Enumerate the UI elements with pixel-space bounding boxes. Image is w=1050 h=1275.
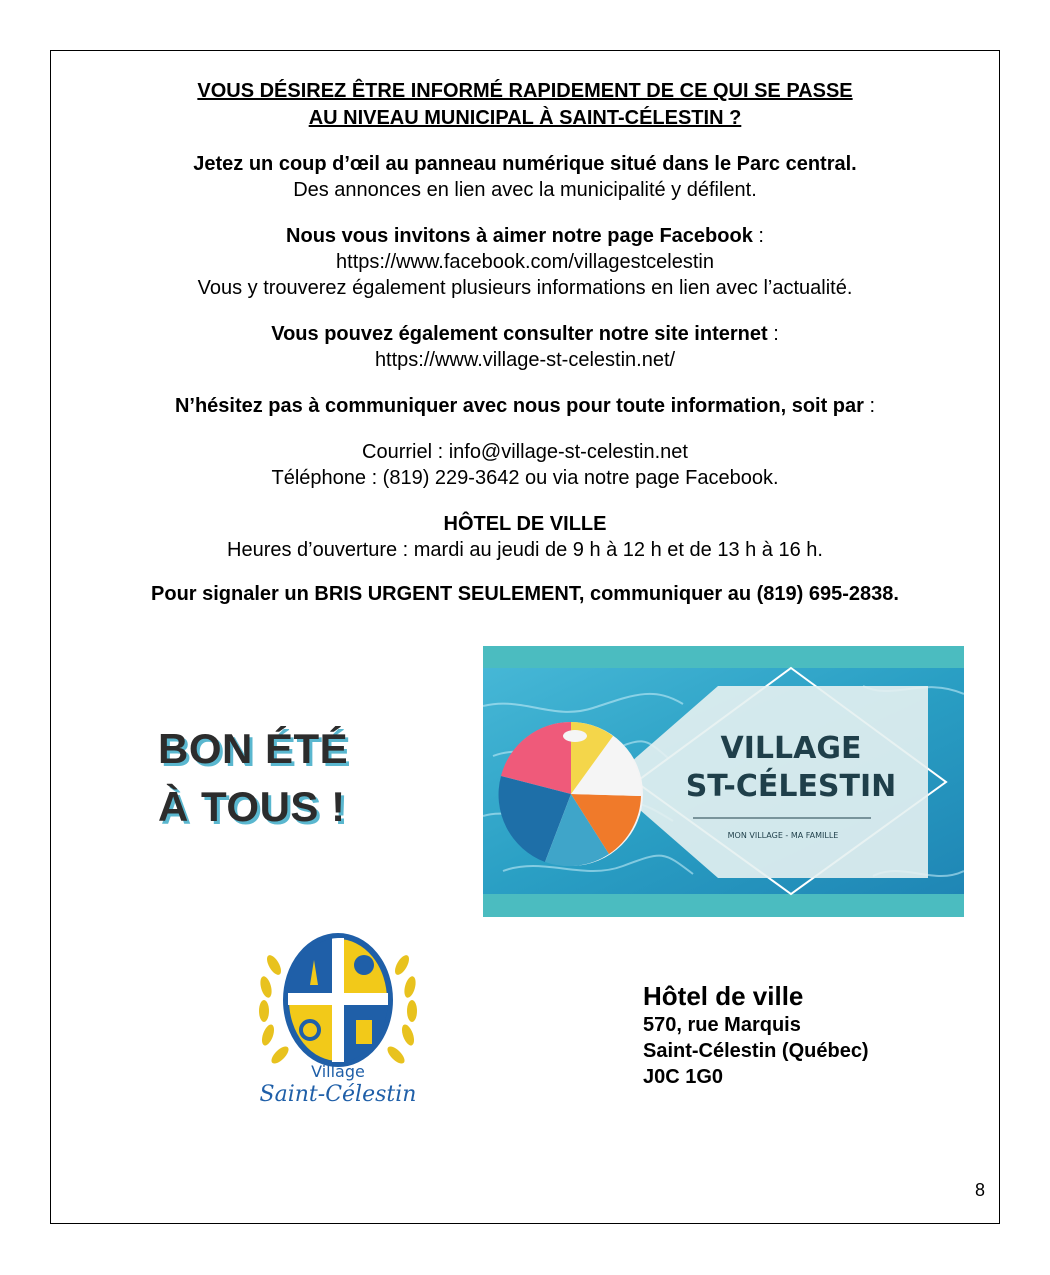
website-url[interactable]: https://www.village-st-celestin.net/ [374,349,676,371]
hotel-hours: Heures d’ouverture : mardi au jeudi de 9 h à 12 h et de 13 h à 16 h. [227,539,823,561]
summer-greeting [158,720,348,836]
urgent-line: Pour signaler un BRIS URGENT SEULEMENT, communiquer au (819) 695-2838. [151,583,899,605]
facebook-url[interactable]: https://www.facebook.com/villagestcelestin [336,251,714,273]
heading-line-1: VOUS DÉSIREZ ÊTRE INFORMÉ RAPIDEMENT DE CE QUI SE PASSE [197,80,853,102]
facebook-invite-suffix: : [752,225,764,247]
address-city: Saint-Célestin (Québec) [643,1040,869,1062]
heading-line-2: AU NIVEAU MUNICIPAL À SAINT-CÉLESTIN ? [308,107,742,129]
address-block [643,980,869,1090]
contact-invite-bold: N’hésitez pas à communiquer avec nous pour toute information, soit par [174,395,864,417]
address-street: 570, rue Marquis [643,1014,801,1036]
beach-ball-icon [499,722,643,866]
facebook-invite-bold: Nous vous invitons à aimer notre page Facebook [286,225,753,247]
banner-tagline: MON VILLAGE - MA FAMILLE [727,831,839,840]
logo-line-1: Village [311,1062,365,1081]
address-title: Hôtel de ville [643,981,804,1011]
contact-invite [0,393,1050,419]
hotel-title: HÔTEL DE VILLE [443,513,607,535]
website-invite [0,321,1050,347]
crest-icon [286,936,390,1064]
summer-line-1: BON ÉTÉ [158,725,349,772]
panel-text: Des annonces en lien avec la municipalité y défilent. [293,179,757,201]
facebook-invite [0,223,1050,249]
logo-line-2: Saint-Célestin [259,1082,417,1107]
page-number: 8 [975,1180,986,1200]
panel-bold: Jetez un coup d’œil au panneau numérique situé dans le Parc central. [193,153,857,175]
village-logo [248,925,428,1115]
banner-title-1: VILLAGE [720,731,862,766]
village-banner [483,646,964,917]
summer-line-2: À TOUS ! [158,783,346,830]
contact-invite-suffix: : [863,395,876,417]
banner-title-2: ST-CÉLESTIN [685,769,897,804]
website-invite-bold: Vous pouvez également consulter notre site internet [271,323,768,345]
website-invite-suffix: : [767,323,779,345]
contact-phone: Téléphone : (819) 229-3642 ou via notre page Facebook. [271,467,779,489]
address-postal: J0C 1G0 [643,1066,724,1088]
facebook-text: Vous y trouverez également plusieurs informations en lien avec l’actualité. [197,277,853,299]
contact-email: Courriel : info@village-st-celestin.net [362,441,688,463]
